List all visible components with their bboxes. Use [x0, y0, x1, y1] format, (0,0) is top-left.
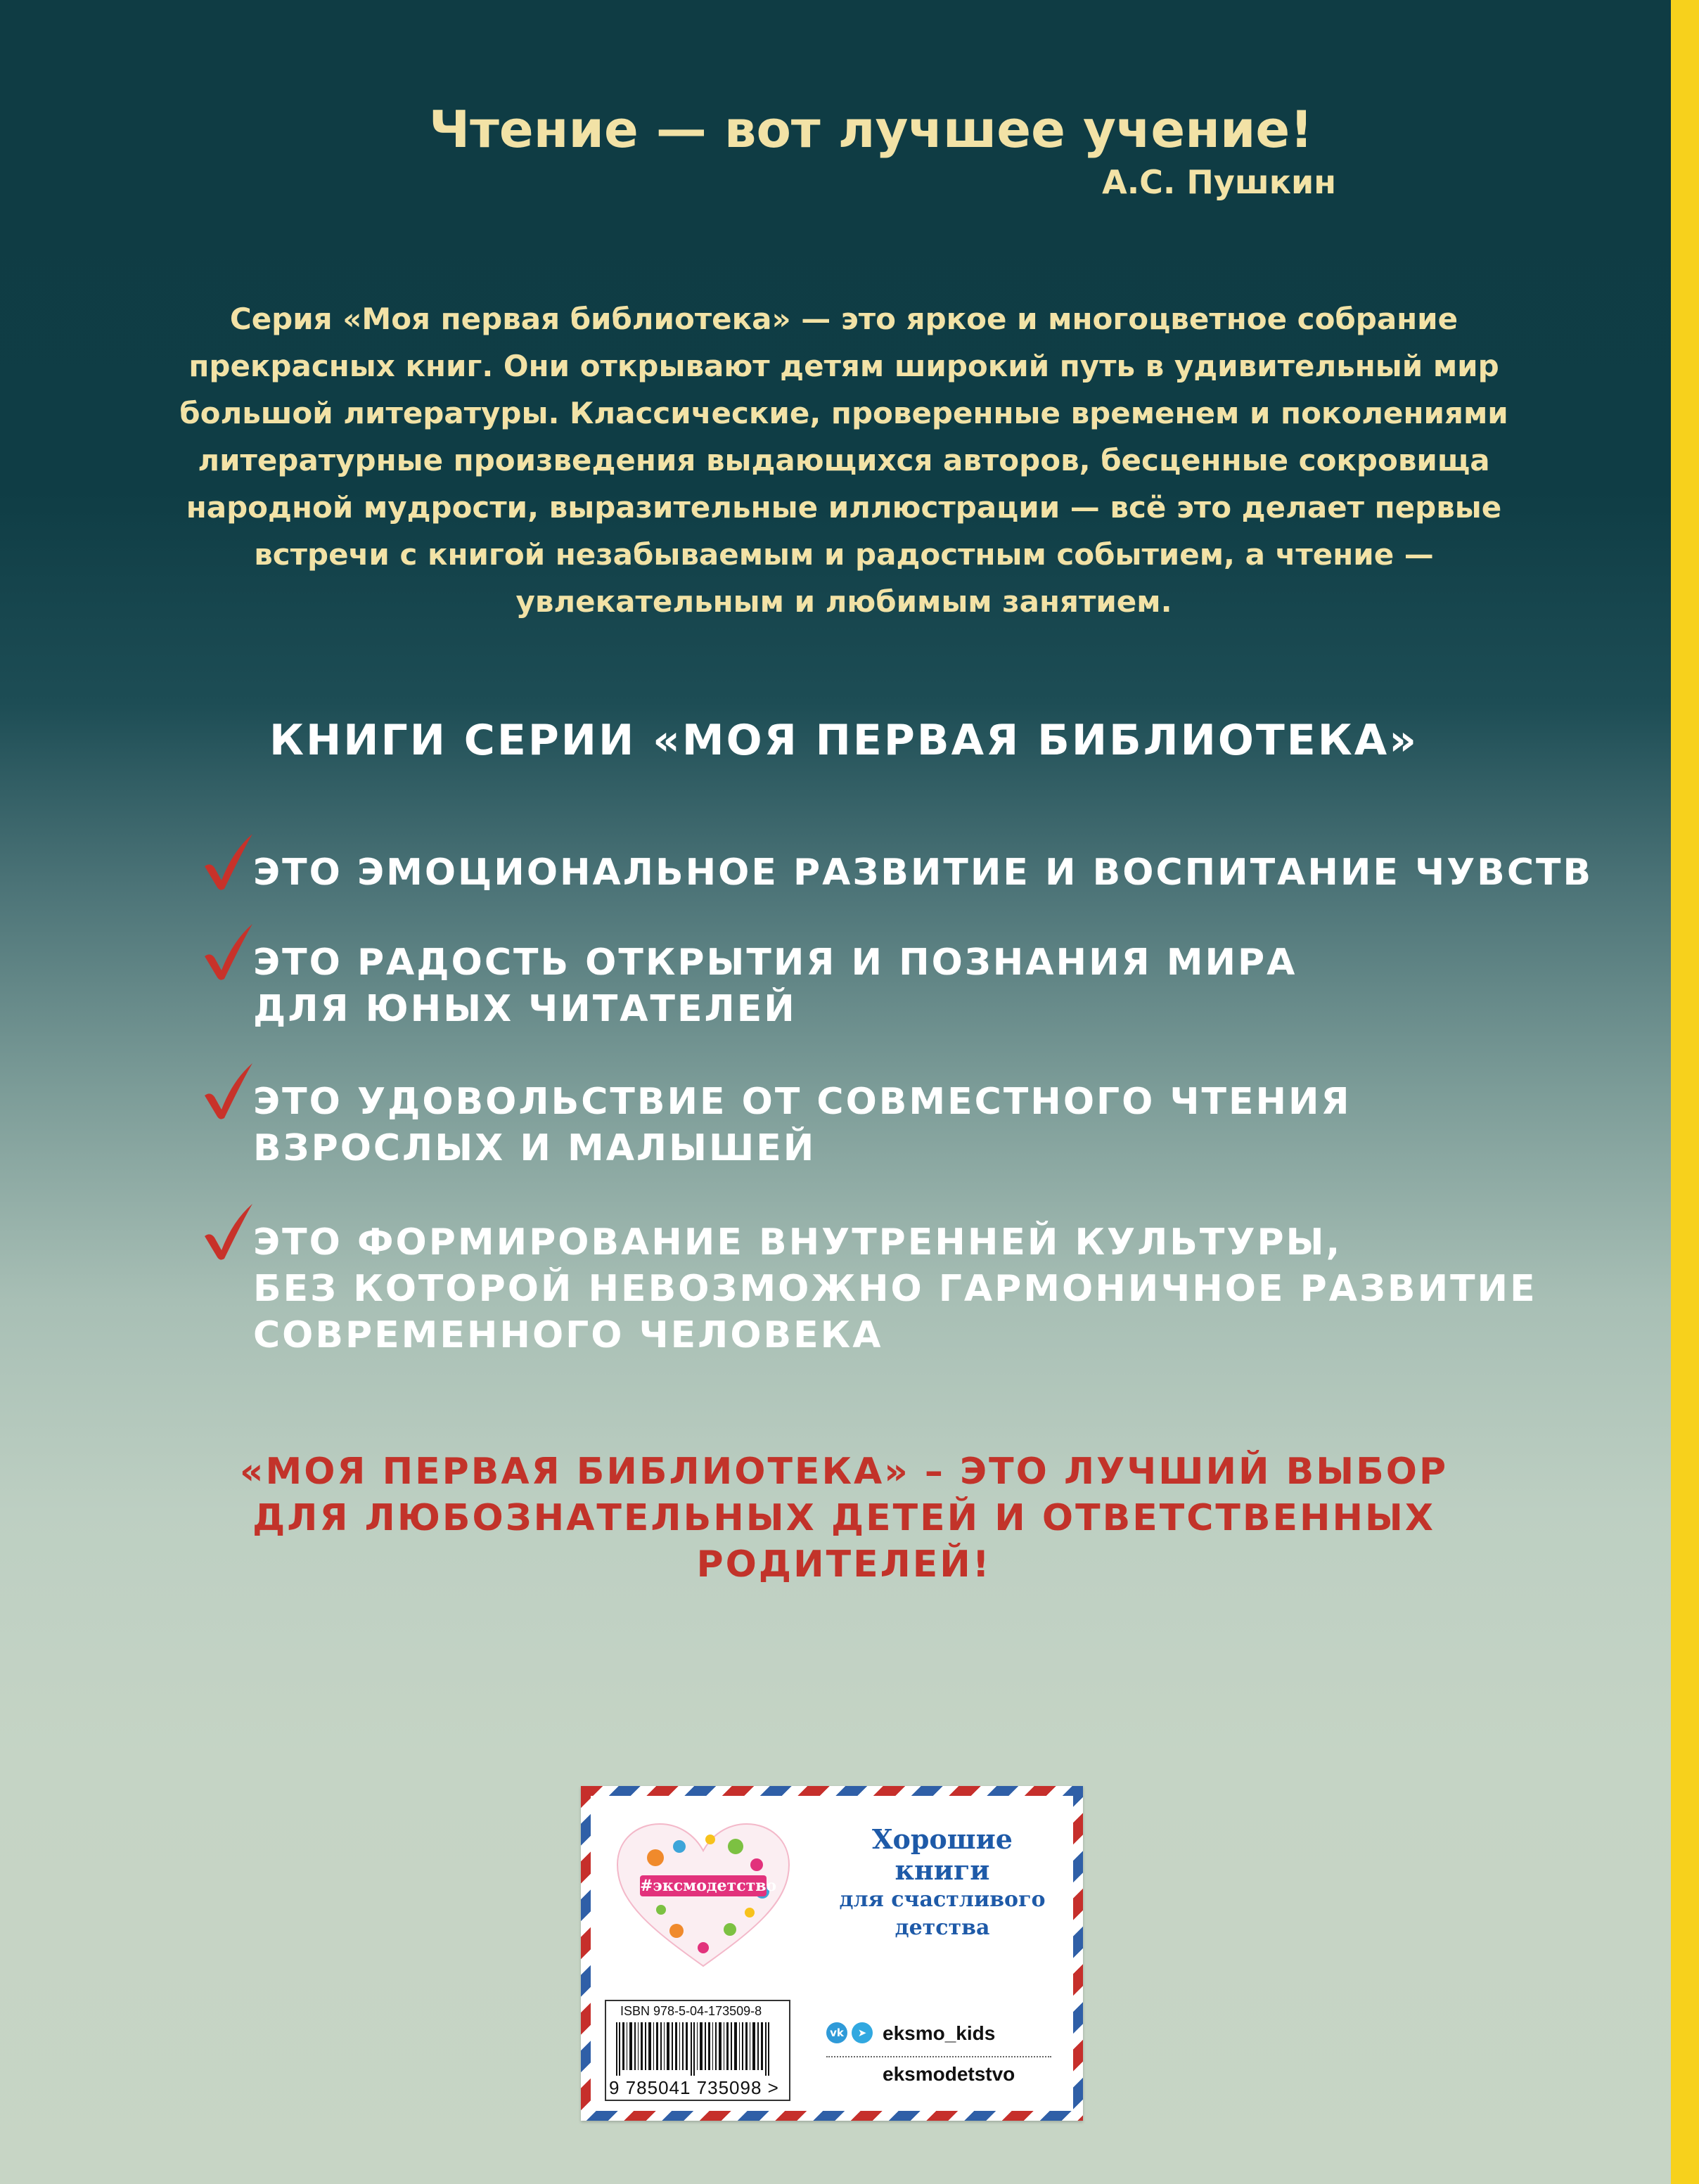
description-line: народной мудрости, выразительные иллюстрации — всё это делает первые	[186, 490, 1502, 525]
slogan-line: для счастливого	[839, 1887, 1046, 1912]
benefit-line: ЭТО РАДОСТЬ ОТКРЫТИЯ И ПОЗНАНИЯ МИРА	[253, 942, 1297, 984]
closing-line: РОДИТЕЛЕЙ!	[696, 1543, 992, 1586]
series-description	[127, 295, 1561, 625]
publisher-slogan	[816, 1824, 1069, 1942]
description-line: литературные произведения выдающихся авторов, бесценные сокровища	[198, 443, 1490, 477]
vk-icon[interactable]: vk	[826, 2022, 847, 2043]
divider	[826, 2056, 1051, 2057]
description-line: Серия «Моя первая библиотека» — это яркое и многоцветное собрание	[229, 302, 1458, 336]
envelope-body	[591, 1796, 1073, 2111]
benefit-line: БЕЗ КОТОРОЙ НЕВОЗМОЖНО ГАРМОНИЧНОЕ РАЗВИТИЕ	[253, 1268, 1537, 1310]
description-line: увлекательным и любимым занятием.	[515, 584, 1172, 619]
closing-line: «МОЯ ПЕРВАЯ БИБЛИОТЕКА» – ЭТО ЛУЧШИЙ ВЫБОР	[239, 1451, 1449, 1493]
social-handle-kids[interactable]: eksmo_kids	[883, 2022, 996, 2044]
checkmark-icon	[200, 1200, 257, 1263]
closing-line: ДЛЯ ЛЮБОЗНАТЕЛЬНЫХ ДЕТЕЙ И ОТВЕТСТВЕННЫХ	[252, 1497, 1435, 1539]
social-handle-detstvo[interactable]: eksmodetstvo	[883, 2063, 1015, 2085]
slogan-line: детства	[895, 1915, 990, 1940]
benefit-line: ДЛЯ ЮНЫХ ЧИТАТЕЛЕЙ	[253, 988, 797, 1030]
social-links	[826, 2022, 1051, 2093]
barcode-digits: 9 785041 735098 >	[609, 2077, 779, 2098]
description-line: прекрасных книг. Они открывают детям широкий путь в удивительный мир	[188, 349, 1499, 383]
spine-stripe	[1671, 0, 1699, 2184]
series-heading: КНИГИ СЕРИИ «МОЯ ПЕРВАЯ БИБЛИОТЕКА»	[269, 716, 1418, 765]
checkmark-icon	[200, 920, 257, 983]
slogan-line: Хорошие	[872, 1823, 1013, 1855]
benefit-line: ВЗРОСЛЫХ И МАЛЫШЕЙ	[253, 1127, 816, 1169]
hashtag-label: #эксмодетство	[640, 1877, 777, 1895]
isbn-label: ISBN 978-5-04-173509-8	[620, 2004, 762, 2018]
benefit-line: ЭТО УДОВОЛЬСТВИЕ ОТ СОВМЕСТНОГО ЧТЕНИЯ	[253, 1081, 1352, 1123]
epigraph-author: А.С. Пушкин	[1102, 163, 1336, 201]
telegram-icon[interactable]: ➤	[852, 2022, 873, 2043]
description-line: встречи с книгой незабываемым и радостным событием, а чтение —	[254, 537, 1434, 572]
checkmark-icon	[200, 830, 257, 893]
epigraph-quote: Чтение — вот лучшее учение!	[429, 100, 1314, 159]
barcode-icon	[613, 2022, 782, 2076]
checkmark-icon	[200, 1059, 257, 1122]
benefit-line: ЭТО ФОРМИРОВАНИЕ ВНУТРЕННЕЙ КУЛЬТУРЫ,	[253, 1221, 1342, 1264]
description-line: большой литературы. Классические, проверенные временем и поколениями	[179, 396, 1508, 430]
isbn-barcode-box	[605, 2000, 790, 2101]
publisher-envelope-sticker	[581, 1786, 1083, 2121]
closing-statement	[141, 1448, 1547, 1588]
benefit-line: ЭТО ЭМОЦИОНАЛЬНОЕ РАЗВИТИЕ И ВОСПИТАНИЕ ЧУВСТВ	[253, 852, 1594, 894]
slogan-line: книги	[895, 1854, 990, 1886]
benefit-line: СОВРЕМЕННОГО ЧЕЛОВЕКА	[253, 1314, 883, 1356]
